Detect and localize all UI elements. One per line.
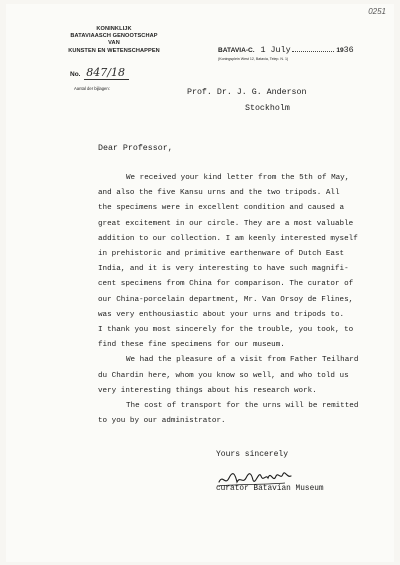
recipient-block [187,85,307,117]
recipient-name: Prof. Dr. J. G. Anderson [187,88,307,97]
archive-number: 0251 [368,7,386,16]
year-suffix: 36 [343,45,354,55]
salutation: Dear Professor, [98,144,173,153]
enclosures-label: Aantal der bijlagen: [74,86,110,91]
reference-label: No. [70,71,81,78]
body-line: very interesting things about his research work. [98,386,317,395]
year-prefix: 19 [336,47,344,54]
closing: Yours sincerely [216,450,289,459]
body-line: du Chardin here, whom you know so well, and who told us [98,371,349,380]
signature-caption: curator Batavian Museum [216,485,324,493]
letterhead-line: KONINKLIJK [96,26,132,32]
letter-body [98,171,398,429]
address-line: (Koningsplein West 12, Batavia, Telep. N. 1) [218,57,289,61]
letterhead-line: KUNSTEN EN WETENSCHAPPEN [68,47,160,54]
place-date [218,45,354,55]
letterhead-line: BATAVIAASCH GENOOTSCHAP [70,33,158,40]
body-line: I thank you most sincerely for the trouble, you took, to [98,326,354,335]
body-line: and also the five Kansu urns and the two tripods. All [98,189,340,198]
date: 1 July [260,45,291,55]
handwritten-reference: 847/18 [84,66,129,80]
body-line: cent specimens from China for comparison. The curator of [98,280,354,289]
body-line: great excitement in our circle. They are a most valuable [98,219,354,228]
body-line: was very enthousiastic about your urns and tripods to. [98,310,345,319]
letterhead [58,26,170,55]
body-line: The cost of transport for the urns will be remitted [126,402,359,411]
letterhead-line: VAN [108,40,120,47]
letter-page [6,4,394,562]
body-line: find these fine specimens for our museum. [98,341,285,350]
body-line: in prehistoric and primitive earthenware of Dutch East [98,250,345,259]
body-line: the specimens were in excellent condition and caused a [98,204,345,213]
recipient-city: Stockholm [245,104,290,113]
body-line: We had the pleasure of a visit from Father Teilhard [126,356,359,365]
date-dotted-line [292,51,334,52]
body-line: to you by our administrator. [98,417,226,426]
body-line: addition to our collection. I am keenly interested myself [98,234,358,243]
body-line: India, and it is very interesting to have such magnifi- [98,265,349,274]
reference-number [70,66,129,79]
place: BATAVIA-C. [218,47,255,54]
body-line: We received your kind letter from the 5th of May, [126,174,350,182]
body-line: our China-porcelain department, Mr. Van Orsoy de Flines, [98,295,354,304]
